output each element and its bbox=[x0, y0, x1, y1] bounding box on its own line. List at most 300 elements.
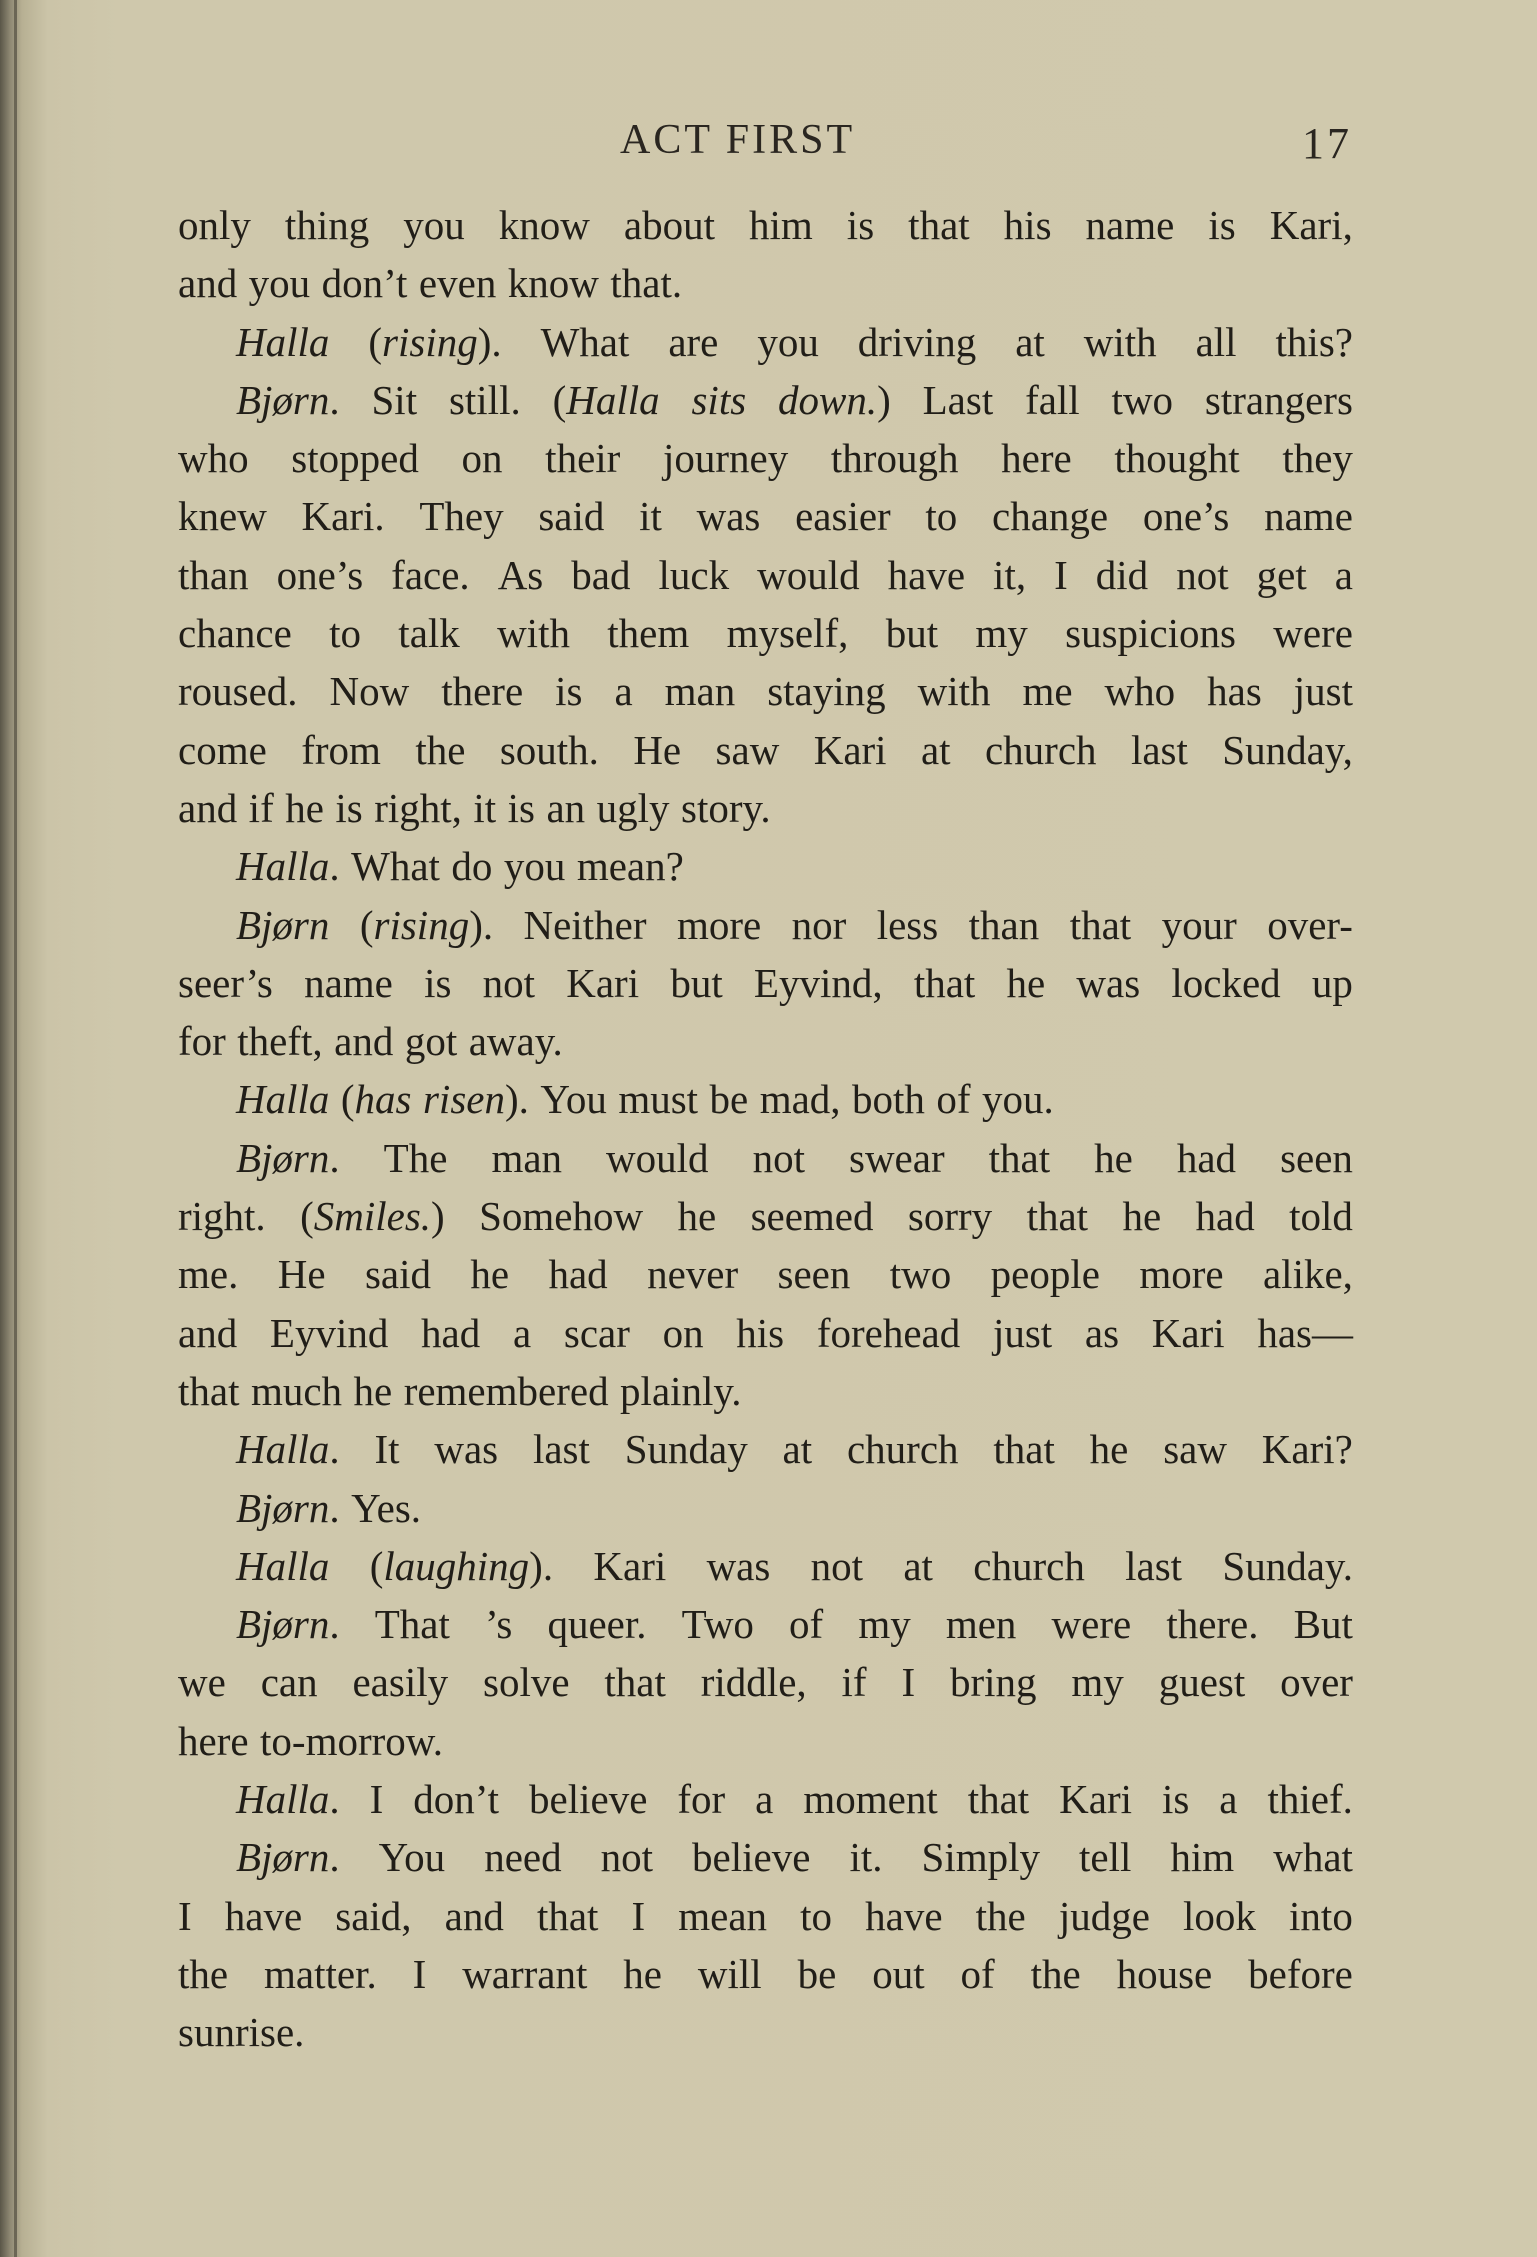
word bbox=[178, 1245, 238, 1303]
word bbox=[379, 1828, 446, 1886]
word bbox=[607, 604, 689, 662]
line-text: Last bbox=[922, 376, 994, 423]
line-text: last bbox=[532, 1426, 590, 1473]
line-text: with bbox=[497, 610, 570, 657]
word bbox=[236, 1770, 340, 1828]
line-text: can bbox=[260, 1659, 318, 1706]
word bbox=[1007, 954, 1046, 1012]
line-text: last bbox=[1125, 1542, 1183, 1589]
line-text: church bbox=[973, 1542, 1085, 1589]
line-text: mean? bbox=[576, 843, 684, 890]
word bbox=[372, 371, 418, 429]
word bbox=[601, 1828, 653, 1886]
word bbox=[178, 1712, 249, 1770]
word bbox=[993, 1304, 1052, 1362]
word bbox=[858, 1595, 910, 1653]
text-line bbox=[178, 604, 1353, 662]
line-text: at bbox=[782, 1426, 813, 1473]
word bbox=[663, 1304, 704, 1362]
line-text: on bbox=[662, 1309, 704, 1356]
line-text: warrant bbox=[462, 1950, 588, 1997]
word bbox=[1267, 896, 1353, 954]
line-text: for bbox=[178, 1018, 226, 1065]
line-text: change bbox=[992, 493, 1109, 540]
text-line bbox=[178, 546, 1353, 604]
line-text: ( bbox=[359, 901, 374, 948]
line-text: seemed bbox=[750, 1193, 874, 1240]
word bbox=[1205, 371, 1353, 429]
line-text: thought bbox=[1114, 435, 1240, 482]
text-line bbox=[178, 1887, 1353, 1945]
line-text: is bbox=[424, 959, 452, 1006]
word bbox=[398, 604, 459, 662]
word bbox=[1105, 662, 1176, 720]
line-text: their bbox=[545, 435, 621, 482]
line-text: that bbox=[993, 1426, 1055, 1473]
line-text: be bbox=[797, 1950, 837, 1997]
line-text: ). bbox=[529, 1542, 554, 1589]
word bbox=[524, 896, 647, 954]
line-text: was bbox=[706, 1542, 771, 1589]
line-text: got bbox=[404, 1018, 458, 1065]
word bbox=[633, 721, 681, 779]
word bbox=[991, 1245, 1100, 1303]
word bbox=[668, 313, 718, 371]
word bbox=[1196, 1187, 1255, 1245]
line-text: he bbox=[623, 1950, 662, 1997]
line-text: last bbox=[1130, 726, 1188, 773]
word bbox=[178, 954, 273, 1012]
word bbox=[1071, 1653, 1123, 1711]
word bbox=[1163, 1420, 1227, 1478]
line-text: believe bbox=[692, 1834, 811, 1881]
page-number: 17 bbox=[1302, 119, 1352, 168]
text-line bbox=[178, 1537, 1353, 1595]
word bbox=[538, 487, 604, 545]
word bbox=[1312, 954, 1353, 1012]
word bbox=[1208, 196, 1235, 254]
word bbox=[701, 1653, 807, 1711]
text-line bbox=[178, 1070, 1353, 1128]
line-text: mad, bbox=[759, 1076, 841, 1123]
word bbox=[593, 1537, 666, 1595]
word bbox=[1084, 313, 1157, 371]
line-text: locked bbox=[1171, 959, 1281, 1006]
word bbox=[236, 1129, 340, 1187]
word bbox=[285, 196, 369, 254]
word bbox=[1004, 196, 1052, 254]
word bbox=[335, 1887, 411, 1945]
word bbox=[264, 1945, 377, 2003]
line-text: get bbox=[1256, 551, 1307, 598]
line-text: believe bbox=[529, 1776, 648, 1823]
word bbox=[1257, 546, 1307, 604]
word bbox=[1248, 1945, 1353, 2003]
line-text: one’s bbox=[276, 551, 364, 598]
line-text: ). bbox=[504, 1076, 529, 1123]
line-text: do bbox=[451, 843, 493, 890]
text-line bbox=[178, 896, 1353, 954]
word bbox=[632, 1887, 646, 1945]
word bbox=[753, 1129, 805, 1187]
word bbox=[847, 196, 874, 254]
line-text: is bbox=[1208, 202, 1236, 248]
line-text: face. bbox=[391, 551, 470, 598]
word bbox=[1059, 1887, 1150, 1945]
word bbox=[989, 1129, 1050, 1187]
line-text: right. bbox=[178, 1193, 266, 1240]
line-text: never bbox=[647, 1251, 739, 1298]
stage-direction: rising bbox=[373, 901, 470, 948]
word bbox=[483, 954, 535, 1012]
line-text: Kari, bbox=[1269, 202, 1353, 248]
word bbox=[1070, 896, 1131, 954]
word bbox=[513, 1304, 531, 1362]
line-text: was bbox=[696, 493, 761, 540]
line-text: with bbox=[917, 668, 991, 715]
line-text: that bbox=[536, 1892, 599, 1939]
word bbox=[1170, 1828, 1234, 1886]
word bbox=[760, 1070, 841, 1128]
line-text: if bbox=[248, 784, 274, 831]
word bbox=[1270, 196, 1353, 254]
line-text: you bbox=[403, 202, 465, 248]
word bbox=[236, 837, 340, 895]
word bbox=[304, 954, 393, 1012]
line-text: up bbox=[1311, 959, 1353, 1006]
line-text: Sunday bbox=[624, 1426, 748, 1473]
word bbox=[814, 721, 887, 779]
line-text: I bbox=[631, 1892, 646, 1939]
line-text: don’t bbox=[321, 260, 408, 307]
word bbox=[903, 1537, 933, 1595]
word bbox=[795, 487, 891, 545]
word bbox=[936, 1070, 970, 1128]
line-text: two bbox=[889, 1251, 952, 1298]
line-text: had bbox=[1195, 1193, 1255, 1240]
stage-direction: laughing bbox=[383, 1542, 530, 1589]
line-text: two bbox=[1111, 376, 1174, 423]
word bbox=[707, 1537, 771, 1595]
text-line bbox=[178, 721, 1353, 779]
line-text: he bbox=[1122, 1193, 1162, 1240]
line-text: Simply bbox=[921, 1834, 1040, 1881]
line-text: less bbox=[876, 901, 939, 948]
line-text: the bbox=[178, 1950, 229, 1997]
text-line bbox=[178, 662, 1353, 720]
line-text: Eyvind, bbox=[753, 959, 883, 1006]
line-text: sunrise. bbox=[178, 2009, 305, 2056]
line-text: is bbox=[846, 202, 875, 248]
line-text: ugly bbox=[596, 784, 670, 831]
text-line bbox=[178, 429, 1353, 487]
word bbox=[237, 1012, 322, 1070]
line-text: You bbox=[378, 1834, 446, 1881]
word bbox=[497, 604, 570, 662]
line-text: story. bbox=[680, 784, 771, 831]
line-text: as bbox=[1084, 1309, 1120, 1356]
line-text: name bbox=[1264, 493, 1353, 540]
line-text: is bbox=[555, 668, 583, 715]
text-line bbox=[178, 196, 1353, 254]
line-text: your bbox=[1161, 901, 1237, 948]
word bbox=[682, 1595, 754, 1653]
word bbox=[925, 487, 957, 545]
line-text: away. bbox=[468, 1018, 563, 1065]
line-text: would bbox=[606, 1134, 709, 1181]
word bbox=[391, 546, 470, 604]
word bbox=[639, 487, 662, 545]
line-text: me bbox=[1022, 668, 1073, 715]
line-text: queer. bbox=[547, 1601, 647, 1648]
word bbox=[1219, 1770, 1237, 1828]
line-text: said, bbox=[335, 1892, 412, 1939]
word bbox=[678, 1887, 767, 1945]
word bbox=[413, 1945, 427, 2003]
line-text: Sit bbox=[371, 376, 418, 423]
line-text: the bbox=[975, 1892, 1026, 1939]
line-text: What bbox=[540, 318, 630, 365]
word bbox=[842, 1653, 867, 1711]
word bbox=[1177, 1129, 1236, 1187]
word bbox=[462, 429, 503, 487]
line-text: was bbox=[1076, 959, 1141, 1006]
line-text: over bbox=[1280, 1659, 1353, 1706]
line-text: it, bbox=[993, 551, 1027, 598]
line-text: saw bbox=[1163, 1426, 1227, 1473]
line-text: he bbox=[1089, 1426, 1129, 1473]
line-text: it bbox=[639, 493, 662, 540]
word bbox=[1280, 1653, 1353, 1711]
word bbox=[751, 1187, 874, 1245]
word bbox=[1273, 1828, 1353, 1886]
word bbox=[236, 1537, 329, 1595]
word bbox=[1131, 721, 1188, 779]
line-text: just bbox=[1293, 668, 1353, 715]
word bbox=[485, 1595, 512, 1653]
line-text: Now bbox=[329, 668, 410, 715]
word bbox=[677, 1770, 725, 1828]
word bbox=[1015, 313, 1045, 371]
word bbox=[261, 1653, 318, 1711]
word bbox=[886, 604, 938, 662]
line-text: name bbox=[304, 959, 393, 1006]
line-text: As bbox=[497, 551, 544, 598]
word bbox=[914, 954, 975, 1012]
line-text: It bbox=[374, 1426, 400, 1473]
text-line bbox=[178, 1304, 1353, 1362]
line-text: him bbox=[1170, 1834, 1235, 1881]
stage-direction: has bbox=[354, 1076, 412, 1123]
line-text: were bbox=[1051, 1601, 1132, 1648]
line-text: over- bbox=[1267, 901, 1353, 948]
word bbox=[691, 371, 746, 429]
line-text: not bbox=[1176, 551, 1229, 598]
word bbox=[566, 954, 639, 1012]
word bbox=[329, 604, 361, 662]
line-text: Kari bbox=[566, 959, 640, 1006]
speaker-name: Halla bbox=[236, 1426, 330, 1473]
word bbox=[441, 662, 523, 720]
line-text: church bbox=[846, 1426, 959, 1473]
line-text: ( bbox=[552, 376, 567, 423]
line-text: theft, bbox=[237, 1018, 323, 1065]
word bbox=[278, 1245, 326, 1303]
speaker-name: Bjørn bbox=[236, 1484, 330, 1531]
word bbox=[1257, 1304, 1353, 1362]
word bbox=[1207, 662, 1262, 720]
word bbox=[249, 254, 311, 312]
word bbox=[178, 1653, 226, 1711]
speaker-name: Halla bbox=[236, 1076, 330, 1123]
stage-direction: risen bbox=[422, 1076, 505, 1123]
line-text: . bbox=[329, 1426, 340, 1473]
word bbox=[618, 1070, 698, 1128]
word bbox=[811, 1537, 863, 1595]
word bbox=[498, 546, 544, 604]
line-text: only bbox=[178, 202, 251, 248]
text-line bbox=[178, 1187, 1353, 1245]
word bbox=[178, 1362, 239, 1420]
word bbox=[727, 604, 849, 662]
line-text: chance bbox=[178, 610, 292, 657]
word bbox=[908, 196, 969, 254]
word bbox=[890, 1245, 952, 1303]
line-text: you bbox=[757, 318, 819, 365]
word bbox=[424, 954, 451, 1012]
word bbox=[921, 721, 951, 779]
line-text: for bbox=[677, 1776, 726, 1823]
line-text: staying bbox=[767, 668, 886, 715]
stage-direction: sits bbox=[691, 376, 747, 423]
line-text: from bbox=[301, 726, 381, 773]
line-text: were bbox=[1273, 610, 1353, 657]
line-text: The bbox=[383, 1134, 448, 1181]
word bbox=[351, 837, 440, 895]
word bbox=[736, 1304, 784, 1362]
text-line bbox=[178, 313, 1353, 371]
line-text: out bbox=[872, 1950, 925, 1997]
line-text: judge bbox=[1058, 1892, 1150, 1939]
word bbox=[413, 1770, 499, 1828]
line-text: with bbox=[1083, 318, 1157, 365]
word bbox=[508, 254, 599, 312]
word bbox=[946, 1595, 1017, 1653]
line-text: he bbox=[470, 1251, 510, 1298]
word bbox=[423, 1070, 529, 1128]
line-text: but bbox=[670, 959, 723, 1006]
word bbox=[249, 779, 274, 837]
word bbox=[236, 1479, 340, 1537]
line-text: Sunday, bbox=[1222, 726, 1353, 773]
line-text: is bbox=[335, 784, 363, 831]
word bbox=[178, 721, 267, 779]
word bbox=[749, 196, 813, 254]
word bbox=[546, 779, 585, 837]
word bbox=[1114, 429, 1239, 487]
line-text: had bbox=[548, 1251, 608, 1298]
line-text: ). bbox=[469, 901, 494, 948]
line-text: easier bbox=[795, 493, 891, 540]
word bbox=[950, 1653, 1037, 1711]
line-text: come bbox=[178, 726, 267, 773]
word bbox=[374, 1420, 399, 1478]
word bbox=[1196, 313, 1237, 371]
line-text: thief. bbox=[1267, 1776, 1353, 1823]
word bbox=[334, 1012, 393, 1070]
word bbox=[499, 196, 590, 254]
text-line bbox=[178, 371, 1353, 429]
line-text: have bbox=[887, 551, 966, 598]
line-text: fall bbox=[1025, 376, 1080, 423]
line-text: seen bbox=[777, 1251, 851, 1298]
line-text: I bbox=[178, 1892, 192, 1939]
word bbox=[1162, 896, 1237, 954]
line-text: Kari? bbox=[1261, 1426, 1353, 1473]
stage-direction: rising bbox=[382, 318, 478, 365]
speaker-name: Bjørn bbox=[236, 376, 330, 423]
word bbox=[677, 1187, 716, 1245]
word bbox=[1065, 604, 1236, 662]
line-text: Sunday. bbox=[1222, 1542, 1353, 1589]
word bbox=[968, 1770, 1029, 1828]
text-line bbox=[178, 1362, 1353, 1420]
text-line bbox=[178, 1595, 1353, 1653]
line-text: that bbox=[1026, 1193, 1089, 1240]
line-text: solve bbox=[482, 1659, 570, 1706]
line-text: moment bbox=[803, 1776, 938, 1823]
word bbox=[434, 1420, 498, 1478]
word bbox=[1079, 1828, 1131, 1886]
line-text: right, bbox=[374, 784, 462, 831]
line-text: bring bbox=[949, 1659, 1037, 1706]
line-text: said bbox=[364, 1251, 431, 1298]
speaker-name: Halla bbox=[236, 843, 330, 890]
line-text: Neither bbox=[523, 901, 647, 948]
line-text: a bbox=[1219, 1776, 1238, 1823]
line-text: to-morrow. bbox=[260, 1717, 443, 1764]
speaker-name: Bjørn bbox=[236, 1834, 330, 1881]
word bbox=[1094, 1129, 1133, 1187]
text-line bbox=[178, 1770, 1353, 1828]
line-text: I bbox=[1054, 551, 1068, 598]
word bbox=[178, 487, 267, 545]
word bbox=[754, 954, 883, 1012]
word bbox=[178, 196, 251, 254]
line-text: men bbox=[945, 1601, 1017, 1648]
line-text: to bbox=[925, 493, 958, 540]
line-text: about bbox=[623, 202, 715, 248]
word bbox=[1096, 546, 1148, 604]
line-text: ( bbox=[368, 318, 383, 365]
word bbox=[368, 313, 501, 371]
line-text: . bbox=[329, 1601, 340, 1648]
line-text: that bbox=[178, 1367, 240, 1414]
word bbox=[1022, 662, 1072, 720]
line-text: ( bbox=[369, 1542, 384, 1589]
line-text: the bbox=[415, 726, 466, 773]
line-text: He bbox=[277, 1251, 326, 1298]
line-text: of bbox=[936, 1076, 971, 1123]
line-text: he bbox=[285, 784, 324, 831]
word bbox=[178, 1887, 192, 1945]
word bbox=[545, 429, 620, 487]
line-text: not bbox=[810, 1542, 864, 1589]
word bbox=[370, 1770, 384, 1828]
line-text: who bbox=[178, 435, 249, 482]
line-text: look bbox=[1183, 1892, 1256, 1939]
word bbox=[614, 662, 632, 720]
